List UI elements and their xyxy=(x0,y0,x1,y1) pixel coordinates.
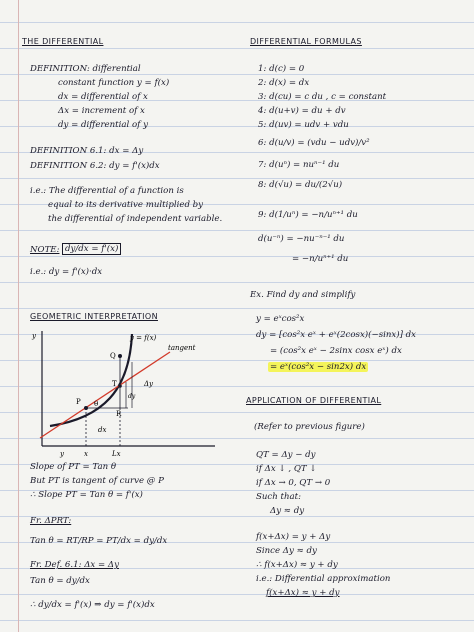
lx-label: Lx xyxy=(112,450,121,458)
formula-item: 8: d(√u) = du/(2√u) xyxy=(258,180,343,190)
formula-item: 3: d(cu) = c du , c = constant xyxy=(258,92,387,102)
application-line: if Δx → 0, QT → 0 xyxy=(256,478,331,488)
point-r-label: R xyxy=(116,410,122,418)
theta-label: θ xyxy=(94,400,99,408)
delta-y-label: Δy xyxy=(144,380,154,388)
refer-note: (Refer to previous figure) xyxy=(254,422,365,432)
point-q-label: Q xyxy=(110,352,116,360)
slope-line: ∴ Slope PT = Tan θ = f'(x) xyxy=(30,490,143,500)
formula-item: 4: d(u+v) = du + dv xyxy=(258,106,346,116)
prt-label: Fr. ΔPRT: xyxy=(30,516,72,526)
note-equation: dy/dx = f'(x) xyxy=(62,243,121,255)
slope-line: But PT is tangent of curve @ P xyxy=(30,476,164,486)
formula-item: d(u⁻ⁿ) = −nu⁻ⁿ⁻¹ du xyxy=(258,234,345,244)
definition-line: dx = differential of x xyxy=(58,92,148,102)
approx-line: f(x+Δx) = y + Δy xyxy=(256,532,331,542)
example-heading: Ex. Find dy and simplify xyxy=(250,290,356,300)
formula-item: 2: d(x) = dx xyxy=(258,78,310,88)
point-t-label: T xyxy=(112,380,117,388)
geometric-heading: GEOMETRIC INTERPRETATION xyxy=(30,312,158,321)
formula-item: 1: d(c) = 0 xyxy=(258,64,305,74)
ie-line: the differential of independent variable. xyxy=(48,214,223,224)
tan-equation: Tan θ = RT/RP = PT/dx = dy/dx xyxy=(30,536,168,546)
dx-label: dx xyxy=(98,426,107,434)
y-axis-tick-label: y xyxy=(60,450,64,458)
formula-item: 9: d(1/uⁿ) = −n/uⁿ⁺¹ du xyxy=(258,210,358,220)
formula-item: 7: d(uⁿ) = nuⁿ⁻¹ du xyxy=(258,160,340,170)
definition-line: Δx = increment of x xyxy=(58,106,145,116)
definition-line: dy = differential of y xyxy=(58,120,148,130)
formula-item: = −n/uⁿ⁺¹ du xyxy=(292,254,349,264)
definition-line: constant function y = f(x) xyxy=(58,78,170,88)
definition-6-2: DEFINITION 6.2: dy = f'(x)dx xyxy=(30,161,160,171)
definition-line: DEFINITION: differential xyxy=(30,64,141,74)
dy-label: dy xyxy=(128,393,136,400)
application-line: Δy ≈ dy xyxy=(270,506,305,516)
tangent-label: tangent xyxy=(168,344,196,352)
y-axis-label: y xyxy=(32,332,36,340)
application-heading: APPLICATION OF DIFFERENTIAL xyxy=(246,396,382,405)
approx-line: ∴ f(x+Δx) ≈ y + dy xyxy=(256,560,338,570)
example-answer: = eˣ(cos²x − sin2x) dx xyxy=(270,362,367,372)
example-line: = (cos²x eˣ − 2sinx cosx eˣ) dx xyxy=(270,346,402,356)
slope-line: Slope of PT = Tan θ xyxy=(30,462,117,472)
approx-line: Since Δy ≈ dy xyxy=(256,546,317,556)
formula-item: 6: d(u/v) = (vdu − udv)/v² xyxy=(258,138,370,148)
tan-equation-2: Tan θ = dy/dx xyxy=(30,576,90,586)
from-definition: Fr. Def. 6.1: Δx = Δy xyxy=(30,560,119,570)
final-equation: ∴ dy/dx = f'(x) ⇒ dy = f'(x)dx xyxy=(30,600,155,610)
x-axis-label: x xyxy=(84,450,88,458)
formula-item: 5: d(uv) = udv + vdu xyxy=(258,120,349,130)
example-line: dy = [cos²x eˣ + eˣ(2cosx)(−sinx)] dx xyxy=(256,330,417,340)
point-p-label: P xyxy=(76,398,81,406)
left-heading: THE DIFFERENTIAL xyxy=(22,37,104,46)
note-label: NOTE: xyxy=(30,245,60,255)
example-line: y = eˣcos²x xyxy=(256,314,305,324)
application-line: QT = Δy − dy xyxy=(256,450,316,460)
right-heading: DIFFERENTIAL FORMULAS xyxy=(250,37,362,46)
definition-6-1: DEFINITION 6.1: dx = Δy xyxy=(30,146,144,156)
geometric-figure xyxy=(20,326,220,458)
application-line: Such that: xyxy=(256,492,301,502)
note-ie: i.e.: dy = f'(x)·dx xyxy=(30,267,103,277)
curve-label: y = f(x) xyxy=(130,334,157,342)
ie-line: i.e.: The differential of a function is xyxy=(30,186,184,196)
application-line: if Δx ↓ , QT ↓ xyxy=(256,464,317,474)
ie-line: equal to its derivative multiplied by xyxy=(48,200,204,210)
approx-line: i.e.: Differential approximation xyxy=(256,574,391,584)
approx-line: f(x+Δx) ≈ y + dy xyxy=(266,588,340,598)
